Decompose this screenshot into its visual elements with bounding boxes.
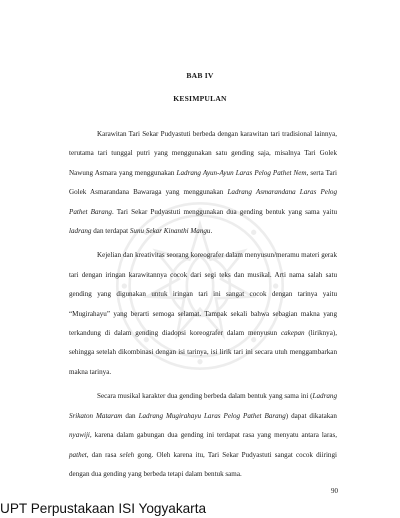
text-run: gong. Oleh karena itu, Tari Sekar Pudyastuti sangat cocok diiringi dengan dua gending yang berbeda tetapi dalam bentuk sama.: [69, 450, 337, 478]
italic-term: pathet: [69, 450, 87, 459]
text-run: , serta Tari Golek Asmarandana Bawaraga yang menggunakan: [69, 168, 337, 197]
italic-term: ladrang: [69, 227, 92, 236]
text-run: ) dapat dikatakan: [285, 411, 337, 420]
italic-term: Sunu Sekar Kinanthi Mangu: [129, 227, 211, 236]
text-run: (liriknya), sehingga setelah dikombinasi dengan isi tarinya, isi lirik tari ini secara utuh menggambarkan makna tarinya.: [69, 329, 337, 376]
page-number: 90: [331, 487, 338, 495]
body-text: [69, 125, 337, 484]
paragraph-3: [69, 387, 337, 484]
text-run: Karawitan Tari Sekar Pudyastuti berbeda dengan karawitan tari tradisional lainnya, terutama tari tunggal putri yang menggunakan satu gending saja, misalnya Tari Golek Nawung Asmara yang menggunakan: [69, 130, 337, 177]
paragraph-2: [69, 246, 337, 382]
chapter-title: KESIMPULAN: [173, 94, 227, 103]
italic-term: Ladrang Srikaton Mataram: [69, 392, 337, 420]
text-run: Kejelian dan kreativitas seorang koreografer dalam menyusun/meramu materi gerak tari dengan iringan karawitannya cocok dari segi teks dan musikal. Arti nama salah satu gending yang digunakan untuk iringan tari ini sangat cocok dengan tarinya yaitu “Mugirahayu” yang berarti semoga selamat. Tampak sekali bahwa sebagian makna yang terkandung di dalam gending diadopsi koreografer dalam menyusun: [69, 251, 337, 338]
chapter-label: BAB IV: [186, 71, 214, 80]
text-run: .: [210, 227, 213, 236]
text-run: , dan rasa: [86, 450, 120, 459]
italic-term: seleh: [119, 450, 135, 459]
italic-term: Ladrang Ayun-Ayun Laras Pelog Pathet Nem: [176, 168, 307, 177]
italic-term: Ladrang Asmarandana Laras Pelog Pathet Barang: [69, 188, 338, 216]
italic-term: nyawiji: [69, 431, 90, 440]
paragraph-1: [69, 125, 337, 241]
text-run: Secara musikal karakter dua gending berbeda dalam bentuk yang sama ini (: [97, 392, 313, 401]
text-run: dan: [122, 411, 139, 420]
text-run: , karena dalam gabungan dua gending ini terdapat rasa yang menyatu antara laras,: [89, 431, 337, 440]
italic-term: cakepan: [280, 329, 305, 338]
library-footer: UPT Perpustakaan ISI Yogyakarta: [0, 501, 207, 516]
italic-term: Ladrang Mugirahayu Laras Pelog Pathet Barang: [138, 411, 286, 420]
text-run: dan terdapat: [91, 227, 130, 236]
text-run: . Tari Sekar Pudyastuti menggunakan dua gending bentuk yang sama yaitu: [111, 207, 337, 216]
